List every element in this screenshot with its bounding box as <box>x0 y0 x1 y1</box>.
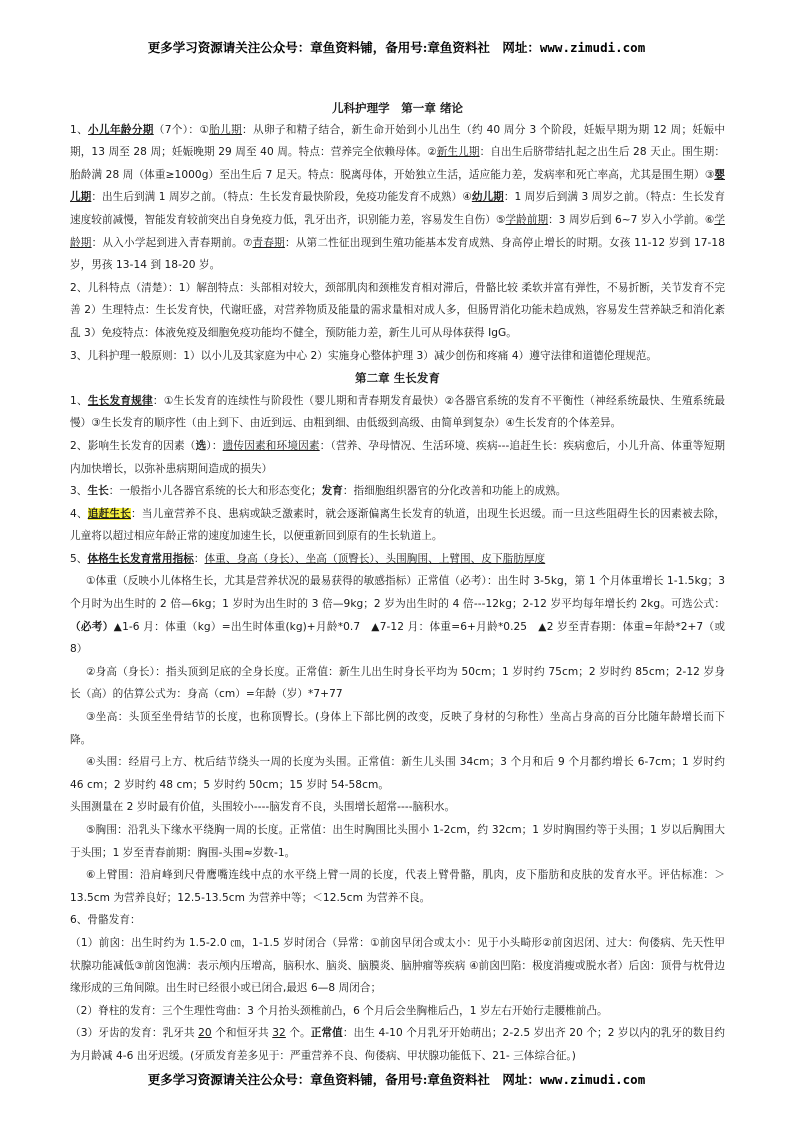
item-fontanelle: （1）前囟：出生时约为 1.5-2.0 ㎝，1-1.5 岁时闭合（异常：①前囟早闭合或太小：见于小头畸形②前囟迟闭、过大：佝偻病、先天性甲状腺功能减低③前囟饱满：表示颅内压增高，脑积水、脑炎、脑膜炎、脑肿瘤等疾病 ④前囟凹陷：极度消瘦或脱水者）后囟：顶骨与枕骨边缘形成的三角间隙。出生时已经很小或已闭合,最迟 6—8 周闭合； <box>70 936 725 995</box>
tag-select: 选 <box>195 439 207 452</box>
section-bone-development: 6、骨骼发育： <box>70 914 141 927</box>
term-normal-value: 正常值 <box>310 1027 343 1040</box>
footer-banner <box>0 1070 793 1088</box>
section-nursing-principles: 3、儿科护理一般原则：1）以小儿及其家庭为中心 2）实施身心整体护理 3）减少创伤和疼痛 4）遵守法律和道德伦理规范。 <box>70 349 658 362</box>
term-factors: 遗传因素和环境因素 <box>222 439 320 452</box>
item-sitting-height: ③坐高：头顶至坐骨结节的长度，也称顶臀长。(身体上下部比例的改变，反映了身材的匀称性）坐高占身高的百分比随年龄增长而下降。 <box>70 711 725 746</box>
item-teeth: （3）牙齿的发育：乳牙共 20 个和恒牙共 32 个。正常值：出生 4-10 个月乳牙开始萌出；2-2.5 岁出齐 20 个；2 岁以内的乳牙的数目约为月龄减 4-6 出牙迟缓。(牙质发育差多见于：严重营养不良、佝偻病、甲状腺功能低下、21- 三体综合征。) <box>70 1027 725 1062</box>
section-age-stages: 1、小儿年龄分期（7个）：①胎儿期：从卵子和精子结合，新生命开始到小儿出生（约 40 周分 3 个阶段，妊娠早期为期 12 周；妊娠中期，13 周至 28 周；妊娠晚期 29 周至 40 周。特点：营养完全依赖母体。②新生儿期：自出生后脐带结扎起之出生后 28 天止。围生期：胎龄满 28 周（体重≥1000g）至出生后 7 足天。特点：脱离母体，开始独立生活，适应能力差，发病率和死亡率高，尤其是围生期）③婴儿期：出生后到满 1 周岁之前。（特点：生长发育最快阶段，免疫功能发育不成熟）④幼儿期：1 周岁后到满 3 周岁之前。（特点：生长发育速度较前减慢，智能发育较前突出自身免疫力低，乳牙出齐，识别能力差，容易发生自伤）⑤学龄前期：3 周岁后到 6~7 岁入小学前。⑥学龄期：从入小学起到进入青春期前。⑦青春期：从第二性征出现到生殖功能基本发育成熟、身高停止增长的时期。女孩 11-12 岁到 17-18 岁，男孩 13-14 到 18-20 岁。 <box>70 123 725 272</box>
section-pediatric-features: 2、儿科特点（清楚）：1）解剖特点：头部相对较大，颈部肌肉和颈椎发育相对滞后，骨骼比较 柔软并富有弹性，不易折断，关节发育不完善 2）生理特点：生长发育快，代谢旺盛，对营养物质及能量的需求量相对成人多，但肠胃消化功能未趋成熟，容易发生营养缺乏和消化紊乱 3）免疫特点：体液免疫及细胞免疫功能均不健全，预防能力差，新生儿可从母体获得 IgG。 <box>70 281 725 339</box>
header-banner <box>0 38 793 56</box>
banner-url[interactable]: www.zimudi.com <box>539 40 646 55</box>
item-head-note: 头围测量在 2 岁时最有价值，头围较小----脑发育不良，头围增长超常----脑积水。 <box>70 801 456 814</box>
item-chest-circumference: ⑤胸围：沿乳头下缘水平绕胸一周的长度。正常值：出生时胸围比头围小 1-2cm，约 32cm；1 岁时胸围约等于头围；1 岁以后胸围大于头围；1 岁至青春前期：胸围-头围≈岁数-1。 <box>70 824 725 859</box>
section-catch-up-growth: 4、追赶生长：当儿童营养不良、患病或缺乏激素时，就会逐渐偏离生长发育的轨道，出现生长迟缓。而一旦这些阻碍生长的因素被去除，儿童将以超过相应年龄正常的速度加速生长，以便重新回到原有的生长轨道上。 <box>70 507 726 543</box>
banner-text: 更多学习资源请关注公众号：章鱼资料铺，备用号:章鱼资料社 网址： <box>147 1072 540 1087</box>
item-height: ②身高（身长）：指头顶到足底的全身长度。正常值：新生儿出生时身长平均为 50cm；1 岁时约 75cm；2 岁时约 85cm；2-12 岁身长（高）的估算公式为：身高（cm）=年龄（岁）*7+77 <box>70 665 725 701</box>
section-growth-factors: 2、影响生长发育的因素（选）：遗传因素和环境因素：（营养、孕母情况、生活环境、疾病---追赶生长：疾病愈后，小儿升高、体重等短期内加快增长，以弥补患病期间造成的损失） <box>70 439 726 475</box>
term-preschool: 学龄前期 <box>505 213 549 226</box>
section-growth-definition: 3、生长：一般指小儿各器官系统的长大和形态变化；发育：指细胞组织器官的分化改善和功能上的成熟。 <box>70 485 567 498</box>
section-growth-rules: 1、生长发育规律：①生长发育的连续性与阶段性（婴儿期和青春期发育最快）②各器官系统的发育不平衡性（神经系统最快、生殖系统最慢）③生长发育的顺序性（由上到下、由近到远、由粗到细、由低级到高级、由简单到复杂）④生长发育的个体差异。 <box>70 394 725 430</box>
term-indicators: 体格生长发育常用指标 <box>87 552 194 565</box>
item-arm-circumference: ⑥上臂围：沿肩峰到尺骨鹰嘴连线中点的水平绕上臂一周的长度，代表上臂骨骼，肌肉，皮下脂肪和皮肤的发育水平。评估标准：＞13.5cm 为营养良好；12.5-13.5cm 为营养中等；＜12.5cm 为营养不良。 <box>70 869 725 904</box>
term-neonatal: 新生儿期 <box>436 146 480 159</box>
document-body <box>70 97 725 1068</box>
banner-url[interactable]: www.zimudi.com <box>539 1072 646 1087</box>
term-growth-rules: 生长发育规律 <box>87 394 153 407</box>
term-age-stages: 小儿年龄分期 <box>88 123 154 136</box>
banner-text: 更多学习资源请关注公众号：章鱼资料铺，备用号:章鱼资料社 网址： <box>147 40 540 55</box>
item-weight: ①体重（反映小儿体格生长，尤其是营养状况的最易获得的敏感指标）正常值（必考）：出生时 3-5kg，第 1 个月体重增长 1-1.5kg；3 个月时为出生时的 2 倍—6kg；1 岁时为出生时的 3 倍—9kg；2 岁为出生时的 4 倍---12kg；2-12 岁平均每年增长约 2kg。可选公式：（必考）▲1-6 月：体重（kg）=出生时体重(kg)+月龄*0.7 ▲7-12 月：体重=6+月龄*0.25 ▲2 岁至青春期：体重=年龄*2+7（或 8） <box>70 575 726 656</box>
term-school: 学龄期 <box>70 213 725 249</box>
chapter-2-title: 第二章 生长发育 <box>355 371 440 386</box>
section-physical-indicators: 5、体格生长发育常用指标：体重、身高（身长）、坐高（顶臀长）、头围胸围、上臂围、皮下脂肪厚度 <box>70 552 546 565</box>
teeth-count-primary: 20 <box>198 1027 212 1040</box>
tag-must: （必考） <box>70 620 114 633</box>
term-development: 发育 <box>321 485 343 498</box>
chapter-1-title: 儿科护理学 第一章 绪论 <box>331 101 464 115</box>
term-catch-up: 追赶生长 <box>87 507 131 520</box>
item-head-circumference: ④头围：经眉弓上方、枕后结节绕头一周的长度为头围。正常值：新生儿头围 34cm；3 个月和后 9 个月都约增长 6-7cm；1 岁时约 46 cm；2 岁时约 48 cm；5 岁时约 50cm；15 岁时 54-58cm。 <box>70 756 725 791</box>
teeth-count-permanent: 32 <box>272 1027 286 1040</box>
item-spine: （2）脊柱的发育：三个生理性弯曲：3 个月抬头颈椎前凸，6 个月后会坐胸椎后凸，1 岁左右开始行走腰椎前凸。 <box>70 1004 608 1017</box>
indicator-list: 体重、身高（身长）、坐高（顶臀长）、头围胸围、上臂围、皮下脂肪厚度 <box>204 552 546 565</box>
term-puberty: 青春期 <box>252 236 285 249</box>
term-fetal: 胎儿期 <box>209 123 243 136</box>
term-growth: 生长 <box>87 485 109 498</box>
term-toddler: 幼儿期 <box>471 191 504 204</box>
term-infant: 婴儿期 <box>70 168 725 204</box>
